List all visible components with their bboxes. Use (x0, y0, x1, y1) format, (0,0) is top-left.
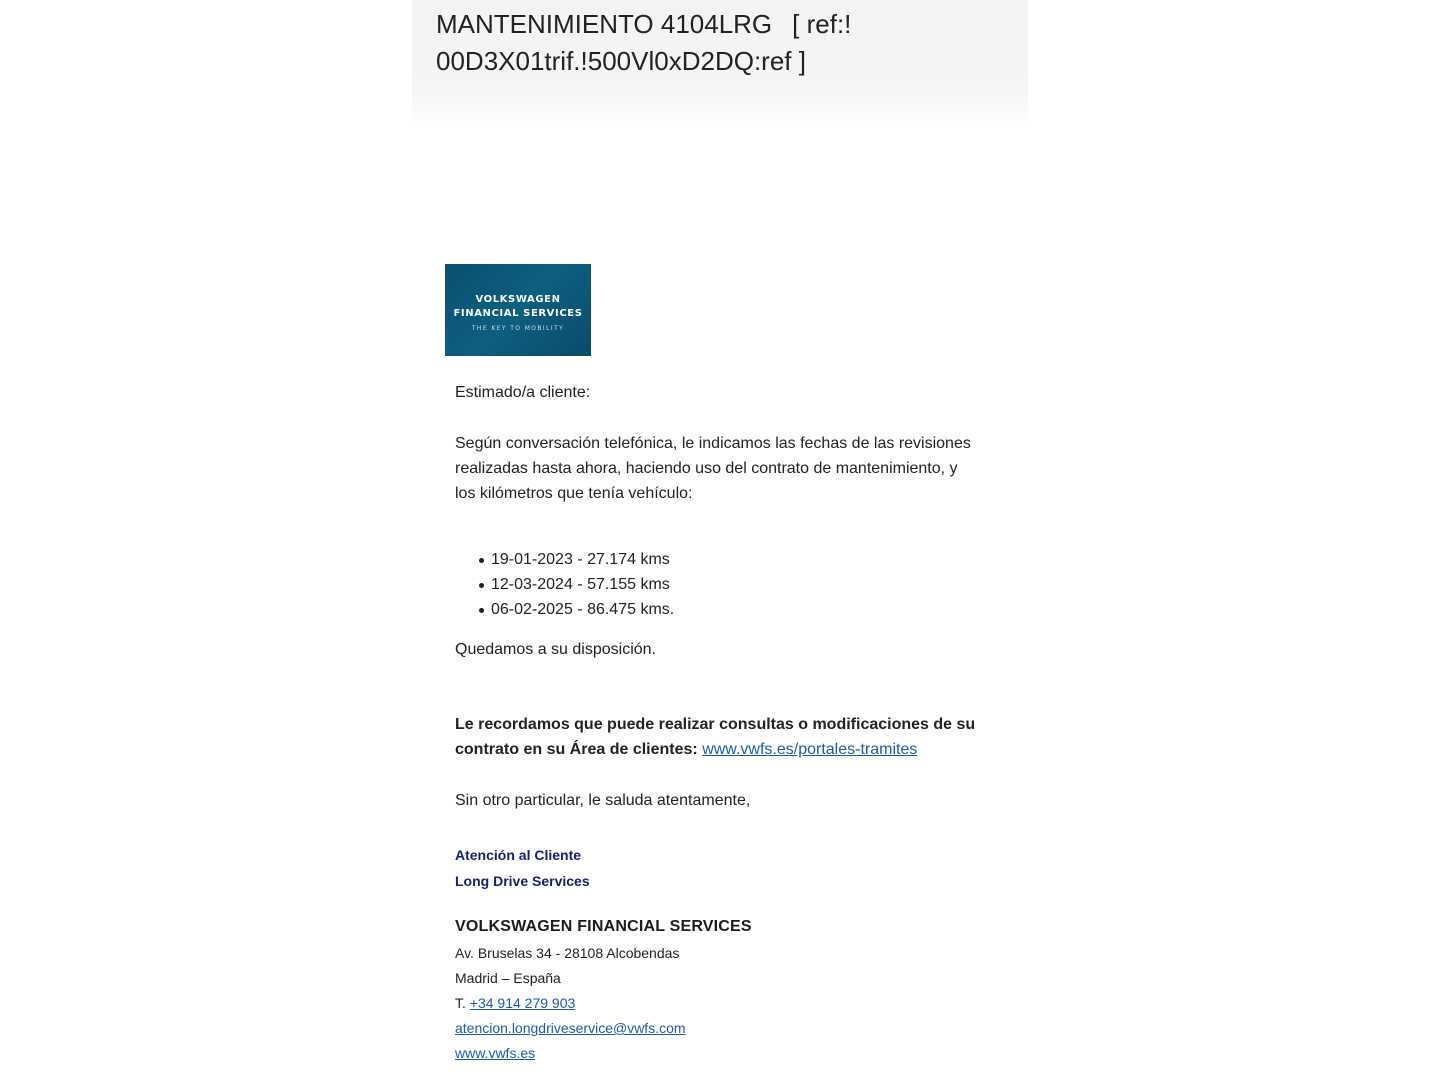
address-line-1: Av. Bruselas 34 - 28108 Alcobendas (455, 945, 680, 961)
subject-main: MANTENIMIENTO 4104LRG (436, 9, 773, 39)
signature-dept-1: Atención al Cliente (455, 847, 582, 863)
logo-tagline: THE KEY TO MOBILITY (471, 324, 565, 332)
email-row (455, 1016, 686, 1041)
reminder-paragraph (455, 712, 995, 762)
intro-paragraph: Según conversación telefónica, le indicamos las fechas de las revisiones realizadas hasta ahora, haciendo uso del contrato de mantenimiento, y los kilómetros que tenía vehículo: (455, 435, 971, 502)
signature-company: VOLKSWAGEN FINANCIAL SERVICES (455, 918, 752, 935)
closing-availability: Quedamos a su disposición. (455, 641, 656, 658)
signature-dept-2: Long Drive Services (455, 873, 590, 889)
phone-link[interactable]: +34 914 279 903 (469, 995, 576, 1011)
closing-regards: Sin otro particular, le saluda atentamente, (455, 792, 751, 809)
revisions-list (455, 547, 674, 622)
signature (455, 842, 955, 1061)
vwfs-logo (445, 264, 591, 356)
reminder-text: Le recordamos que puede realizar consultas o modificaciones de su contrato en su Área de clientes: (455, 716, 976, 758)
list-item: 19-01-2023 - 27.174 kms (455, 547, 674, 572)
greeting: Estimado/a cliente: (455, 384, 591, 401)
website-row (455, 1041, 686, 1066)
phone-row (455, 991, 686, 1016)
subject-ref: [ ref:! 00D3X01trif.!500Vl0xD2DQ:ref ] (436, 9, 852, 76)
list-item: 06-02-2025 - 86.475 kms. (455, 597, 674, 622)
logo-line-1: VOLKSWAGEN (475, 293, 561, 305)
email-subject (436, 6, 1016, 80)
website-link[interactable]: www.vwfs.es (455, 1045, 536, 1061)
list-item: 12-03-2024 - 57.155 kms (455, 572, 674, 597)
logo-line-2: FINANCIAL SERVICES (453, 307, 583, 319)
portal-link[interactable]: www.vwfs.es/portales-tramites (702, 741, 918, 758)
signature-contact (455, 941, 686, 1066)
address-line-2: Madrid – España (455, 970, 561, 986)
phone-prefix: T. (455, 995, 466, 1011)
email-link[interactable]: atencion.longdriveservice@vwfs.com (455, 1020, 686, 1036)
